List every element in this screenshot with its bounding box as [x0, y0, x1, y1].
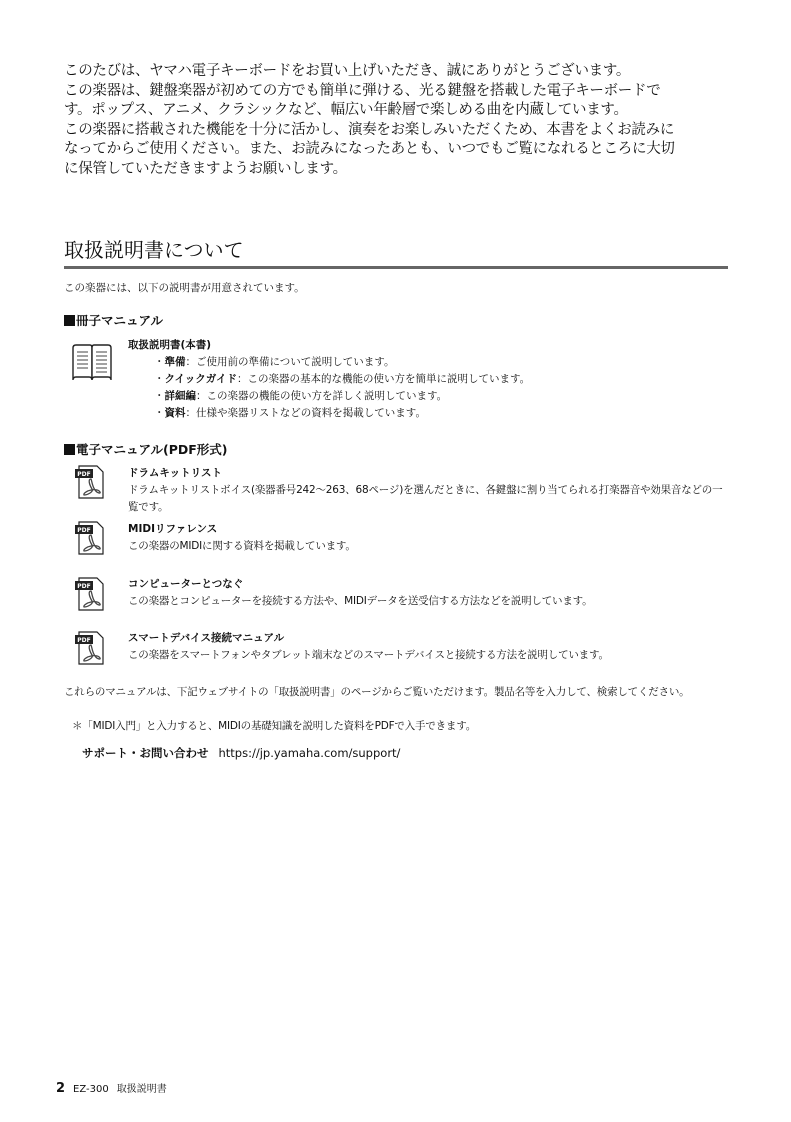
- pdf-icon: [75, 464, 105, 500]
- intro-line: このたびは、ヤマハ電子キーボードをお買い上げいただき、誠にありがとうございます。: [64, 63, 631, 79]
- list-item: ・資料：仕様や楽器リストなどの資料を掲載しています。: [154, 407, 426, 419]
- pdf-manual-entry: [128, 465, 728, 516]
- item-text: ：ご使用前の準備について説明しています。: [185, 356, 395, 368]
- intro-line: この楽器に搭載された機能を十分に活かし、演奏をお楽しみいただくため、本書をよくお読みに: [64, 121, 675, 138]
- support-line: [82, 745, 400, 761]
- list-item: ・クイックガイド：この楽器の基本的な機能の使い方を簡単に説明しています。: [154, 373, 531, 385]
- pdf-manual-description: この楽器とコンピューターを接続する方法や、MIDIデータを送受信する方法などを説明しています。: [128, 595, 593, 607]
- electronic-heading-label: 電子マニュアル(PDF形式): [76, 442, 228, 457]
- square-bullet-icon: [64, 444, 75, 455]
- pdf-manual-title: スマートデバイス接続マニュアル: [128, 632, 285, 644]
- item-label: 資料: [164, 407, 186, 419]
- item-text: ：この楽器の基本的な機能の使い方を簡単に説明しています。: [236, 373, 531, 385]
- page-footer: [56, 1082, 167, 1097]
- pdf-manual-title: コンピューターとつなぐ: [128, 578, 244, 590]
- square-bullet-icon: [64, 315, 75, 326]
- list-item: ・詳細編：この楽器の機能の使い方を詳しく説明しています。: [154, 390, 448, 402]
- intro-line: に保管していただきますようお願いします。: [64, 160, 347, 177]
- intro-line: この楽器は、鍵盤楽器が初めての方でも簡単に弾ける、光る鍵盤を搭載した電子キーボードで: [64, 82, 661, 99]
- pdf-badge-label: PDF: [77, 471, 91, 478]
- item-label: クイックガイド: [164, 373, 237, 385]
- intro-line: す。ポップス、アニメ、クラシックなど、幅広い年齢層で楽しめる曲を内蔵しています。: [64, 102, 628, 119]
- section-divider: [64, 266, 728, 269]
- pdf-icon: [75, 630, 105, 666]
- booklet-title: 取扱説明書(本書): [128, 339, 212, 351]
- pdf-badge-label: PDF: [77, 637, 91, 644]
- item-text: ：仕様や楽器リストなどの資料を掲載しています。: [185, 407, 426, 419]
- item-text: ：この楽器の機能の使い方を詳しく説明しています。: [196, 390, 448, 402]
- section-lead: この楽器には、以下の説明書が用意されています。: [64, 282, 305, 294]
- pdf-manual-description: この楽器のMIDIに関する資料を掲載しています。: [128, 540, 356, 552]
- section-title: 取扱説明書について: [64, 238, 244, 262]
- pdf-manual-entry: [128, 521, 728, 555]
- pdf-icon: [75, 520, 105, 556]
- list-item: ・準備：ご使用前の準備について説明しています。: [154, 356, 395, 368]
- support-url-link[interactable]: https://jp.yamaha.com/support/: [218, 746, 401, 760]
- pdf-manual-entry: [128, 630, 728, 664]
- page-number: 2: [56, 1081, 66, 1096]
- pdf-manual-description: この楽器をスマートフォンやタブレット端末などのスマートデバイスと接続する方法を説明しています。: [128, 649, 609, 661]
- pdf-manual-title: MIDIリファレンス: [128, 523, 218, 535]
- pdf-badge-label: PDF: [77, 527, 91, 534]
- intro-paragraph: [64, 62, 728, 180]
- midi-tip-note: ＊「MIDI入門」と入力すると、MIDIの基礎知識を説明した資料をPDFで入手できます。: [72, 720, 476, 732]
- support-label: サポート・お問い合わせ: [82, 746, 209, 760]
- pdf-badge-label: PDF: [77, 583, 91, 590]
- intro-line: なってからご使用ください。また、お読みになったあとも、いつでもご覧になれるところに大切: [64, 141, 675, 158]
- booklet-entry: [128, 337, 530, 422]
- item-label: 準備: [164, 356, 186, 368]
- pdf-icon: [75, 576, 105, 612]
- booklet-contents: [128, 354, 530, 422]
- pdf-manual-title: ドラムキットリスト: [128, 467, 222, 479]
- model-name: EZ-300: [73, 1084, 109, 1095]
- booklet-heading: [64, 313, 163, 329]
- pdf-manual-entry: [128, 576, 728, 610]
- pdf-manual-description: ドラムキットリストボイス(楽器番号242～263、68ページ)を選んだときに、各鍵盤に割り当てられる打楽器音や効果音などの一覧です。: [128, 484, 723, 513]
- item-label: 詳細編: [164, 390, 196, 402]
- booklet-heading-label: 冊子マニュアル: [76, 313, 164, 328]
- electronic-heading: [64, 442, 228, 458]
- book-icon: [70, 340, 114, 384]
- download-note: これらのマニュアルは、下記ウェブサイトの「取扱説明書」のページからご覧いただけます。製品名等を入力して、検索してください。: [64, 686, 690, 698]
- document-name: 取扱説明書: [116, 1084, 167, 1095]
